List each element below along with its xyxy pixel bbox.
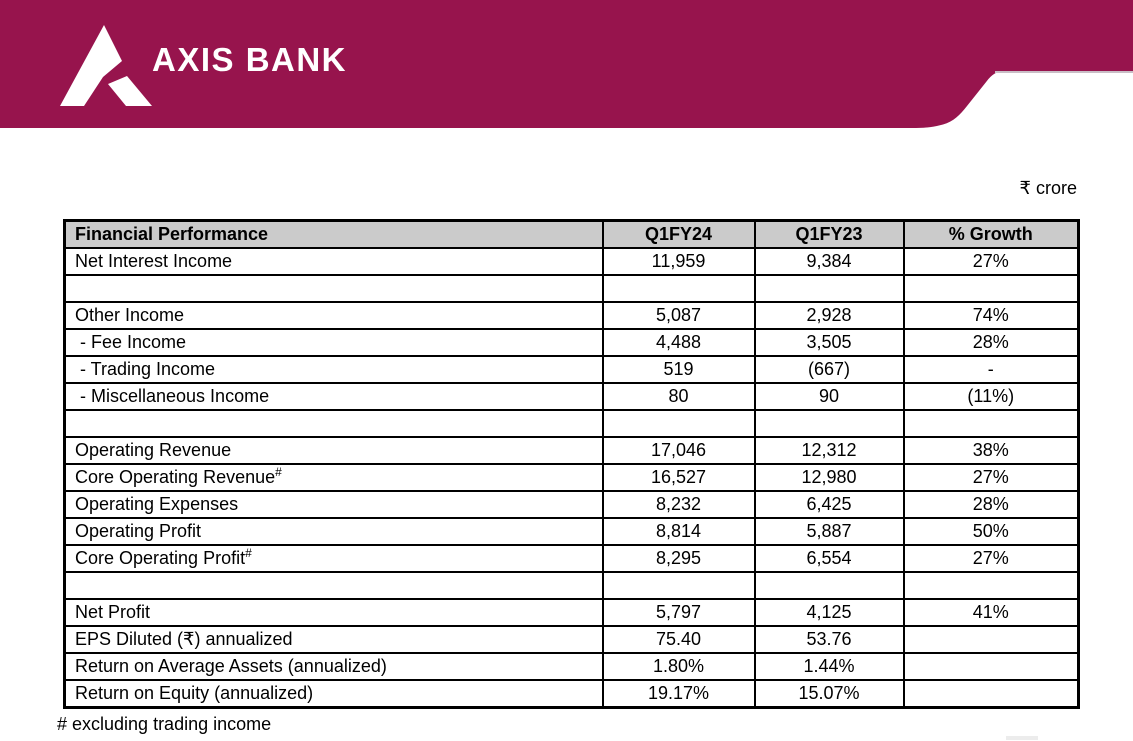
row-value: (667): [755, 356, 904, 383]
row-value: 27%: [904, 545, 1079, 572]
axis-bank-logo-icon: [55, 22, 155, 108]
row-value: 4,125: [755, 599, 904, 626]
row-value: 9,384: [755, 248, 904, 275]
row-value: 11,959: [603, 248, 755, 275]
table-row-blank: [65, 572, 1079, 599]
row-value: 8,814: [603, 518, 755, 545]
row-label: Operating Expenses: [65, 491, 603, 518]
row-label: Core Operating Revenue#: [65, 464, 603, 491]
row-value: 50%: [904, 518, 1079, 545]
row-value: 28%: [904, 329, 1079, 356]
row-value: 8,295: [603, 545, 755, 572]
bottom-artifact: [1006, 736, 1038, 740]
row-label: EPS Diluted (₹) annualized: [65, 626, 603, 653]
table-row: [65, 626, 1079, 653]
row-value: 1.80%: [603, 653, 755, 680]
table-row: [65, 248, 1079, 275]
row-value: 75.40: [603, 626, 755, 653]
row-value: 15.07%: [755, 680, 904, 708]
row-value: 1.44%: [755, 653, 904, 680]
row-value: 74%: [904, 302, 1079, 329]
row-value: [755, 410, 904, 437]
table-row: [65, 464, 1079, 491]
financial-performance-table: [63, 219, 1080, 709]
row-value: 12,312: [755, 437, 904, 464]
unit-label: ₹ crore: [1019, 178, 1077, 198]
row-label: - Fee Income: [65, 329, 603, 356]
row-value: 16,527: [603, 464, 755, 491]
row-value: 28%: [904, 491, 1079, 518]
row-value: [904, 626, 1079, 653]
table-row: [65, 302, 1079, 329]
row-value: 4,488: [603, 329, 755, 356]
row-label: Other Income: [65, 302, 603, 329]
row-value: 3,505: [755, 329, 904, 356]
table-row: [65, 545, 1079, 572]
row-label: Return on Equity (annualized): [65, 680, 603, 708]
row-value: 27%: [904, 248, 1079, 275]
table-header-row: [65, 221, 1079, 249]
row-value: 5,797: [603, 599, 755, 626]
table-row: [65, 329, 1079, 356]
row-value: [904, 410, 1079, 437]
brand-wordmark: AXIS BANK: [152, 41, 348, 78]
row-value: 41%: [904, 599, 1079, 626]
table-row: [65, 518, 1079, 545]
row-label: Operating Profit: [65, 518, 603, 545]
row-value: [603, 572, 755, 599]
row-value: 53.76: [755, 626, 904, 653]
table-row: [65, 383, 1079, 410]
row-label: - Trading Income: [65, 356, 603, 383]
row-value: [755, 275, 904, 302]
footnote-marker: #: [275, 465, 282, 479]
row-value: [603, 410, 755, 437]
row-value: 5,887: [755, 518, 904, 545]
banner-edge-shadow: [995, 71, 1133, 73]
row-value: [904, 653, 1079, 680]
table-row: [65, 653, 1079, 680]
row-value: 80: [603, 383, 755, 410]
row-value: 519: [603, 356, 755, 383]
row-value: [603, 275, 755, 302]
footnote-marker: #: [245, 546, 252, 560]
row-value: 17,046: [603, 437, 755, 464]
row-label: [65, 275, 603, 302]
row-value: (11%): [904, 383, 1079, 410]
row-label: [65, 572, 603, 599]
row-value: -: [904, 356, 1079, 383]
table-row: [65, 599, 1079, 626]
row-value: 2,928: [755, 302, 904, 329]
table-row-blank: [65, 275, 1079, 302]
table-row-blank: [65, 410, 1079, 437]
table-body: [65, 248, 1079, 708]
column-header-q1fy24: Q1FY24: [603, 221, 755, 249]
table-row: [65, 437, 1079, 464]
row-label: Return on Average Assets (annualized): [65, 653, 603, 680]
row-value: 27%: [904, 464, 1079, 491]
table-row: [65, 491, 1079, 518]
row-value: 5,087: [603, 302, 755, 329]
row-value: 8,232: [603, 491, 755, 518]
row-label: Operating Revenue: [65, 437, 603, 464]
row-value: 12,980: [755, 464, 904, 491]
row-value: 38%: [904, 437, 1079, 464]
row-value: [904, 680, 1079, 708]
row-value: 90: [755, 383, 904, 410]
table-row: [65, 680, 1079, 708]
row-value: 6,425: [755, 491, 904, 518]
row-label: Core Operating Profit#: [65, 545, 603, 572]
column-header-q1fy23: Q1FY23: [755, 221, 904, 249]
column-header-growth: % Growth: [904, 221, 1079, 249]
row-value: [755, 572, 904, 599]
row-value: [904, 572, 1079, 599]
row-label: Net Interest Income: [65, 248, 603, 275]
row-label: [65, 410, 603, 437]
table-row: [65, 356, 1079, 383]
footnote: # excluding trading income: [57, 714, 272, 734]
row-value: 6,554: [755, 545, 904, 572]
row-value: 19.17%: [603, 680, 755, 708]
row-value: [904, 275, 1079, 302]
row-label: - Miscellaneous Income: [65, 383, 603, 410]
column-header-metric: Financial Performance: [65, 221, 603, 249]
row-label: Net Profit: [65, 599, 603, 626]
